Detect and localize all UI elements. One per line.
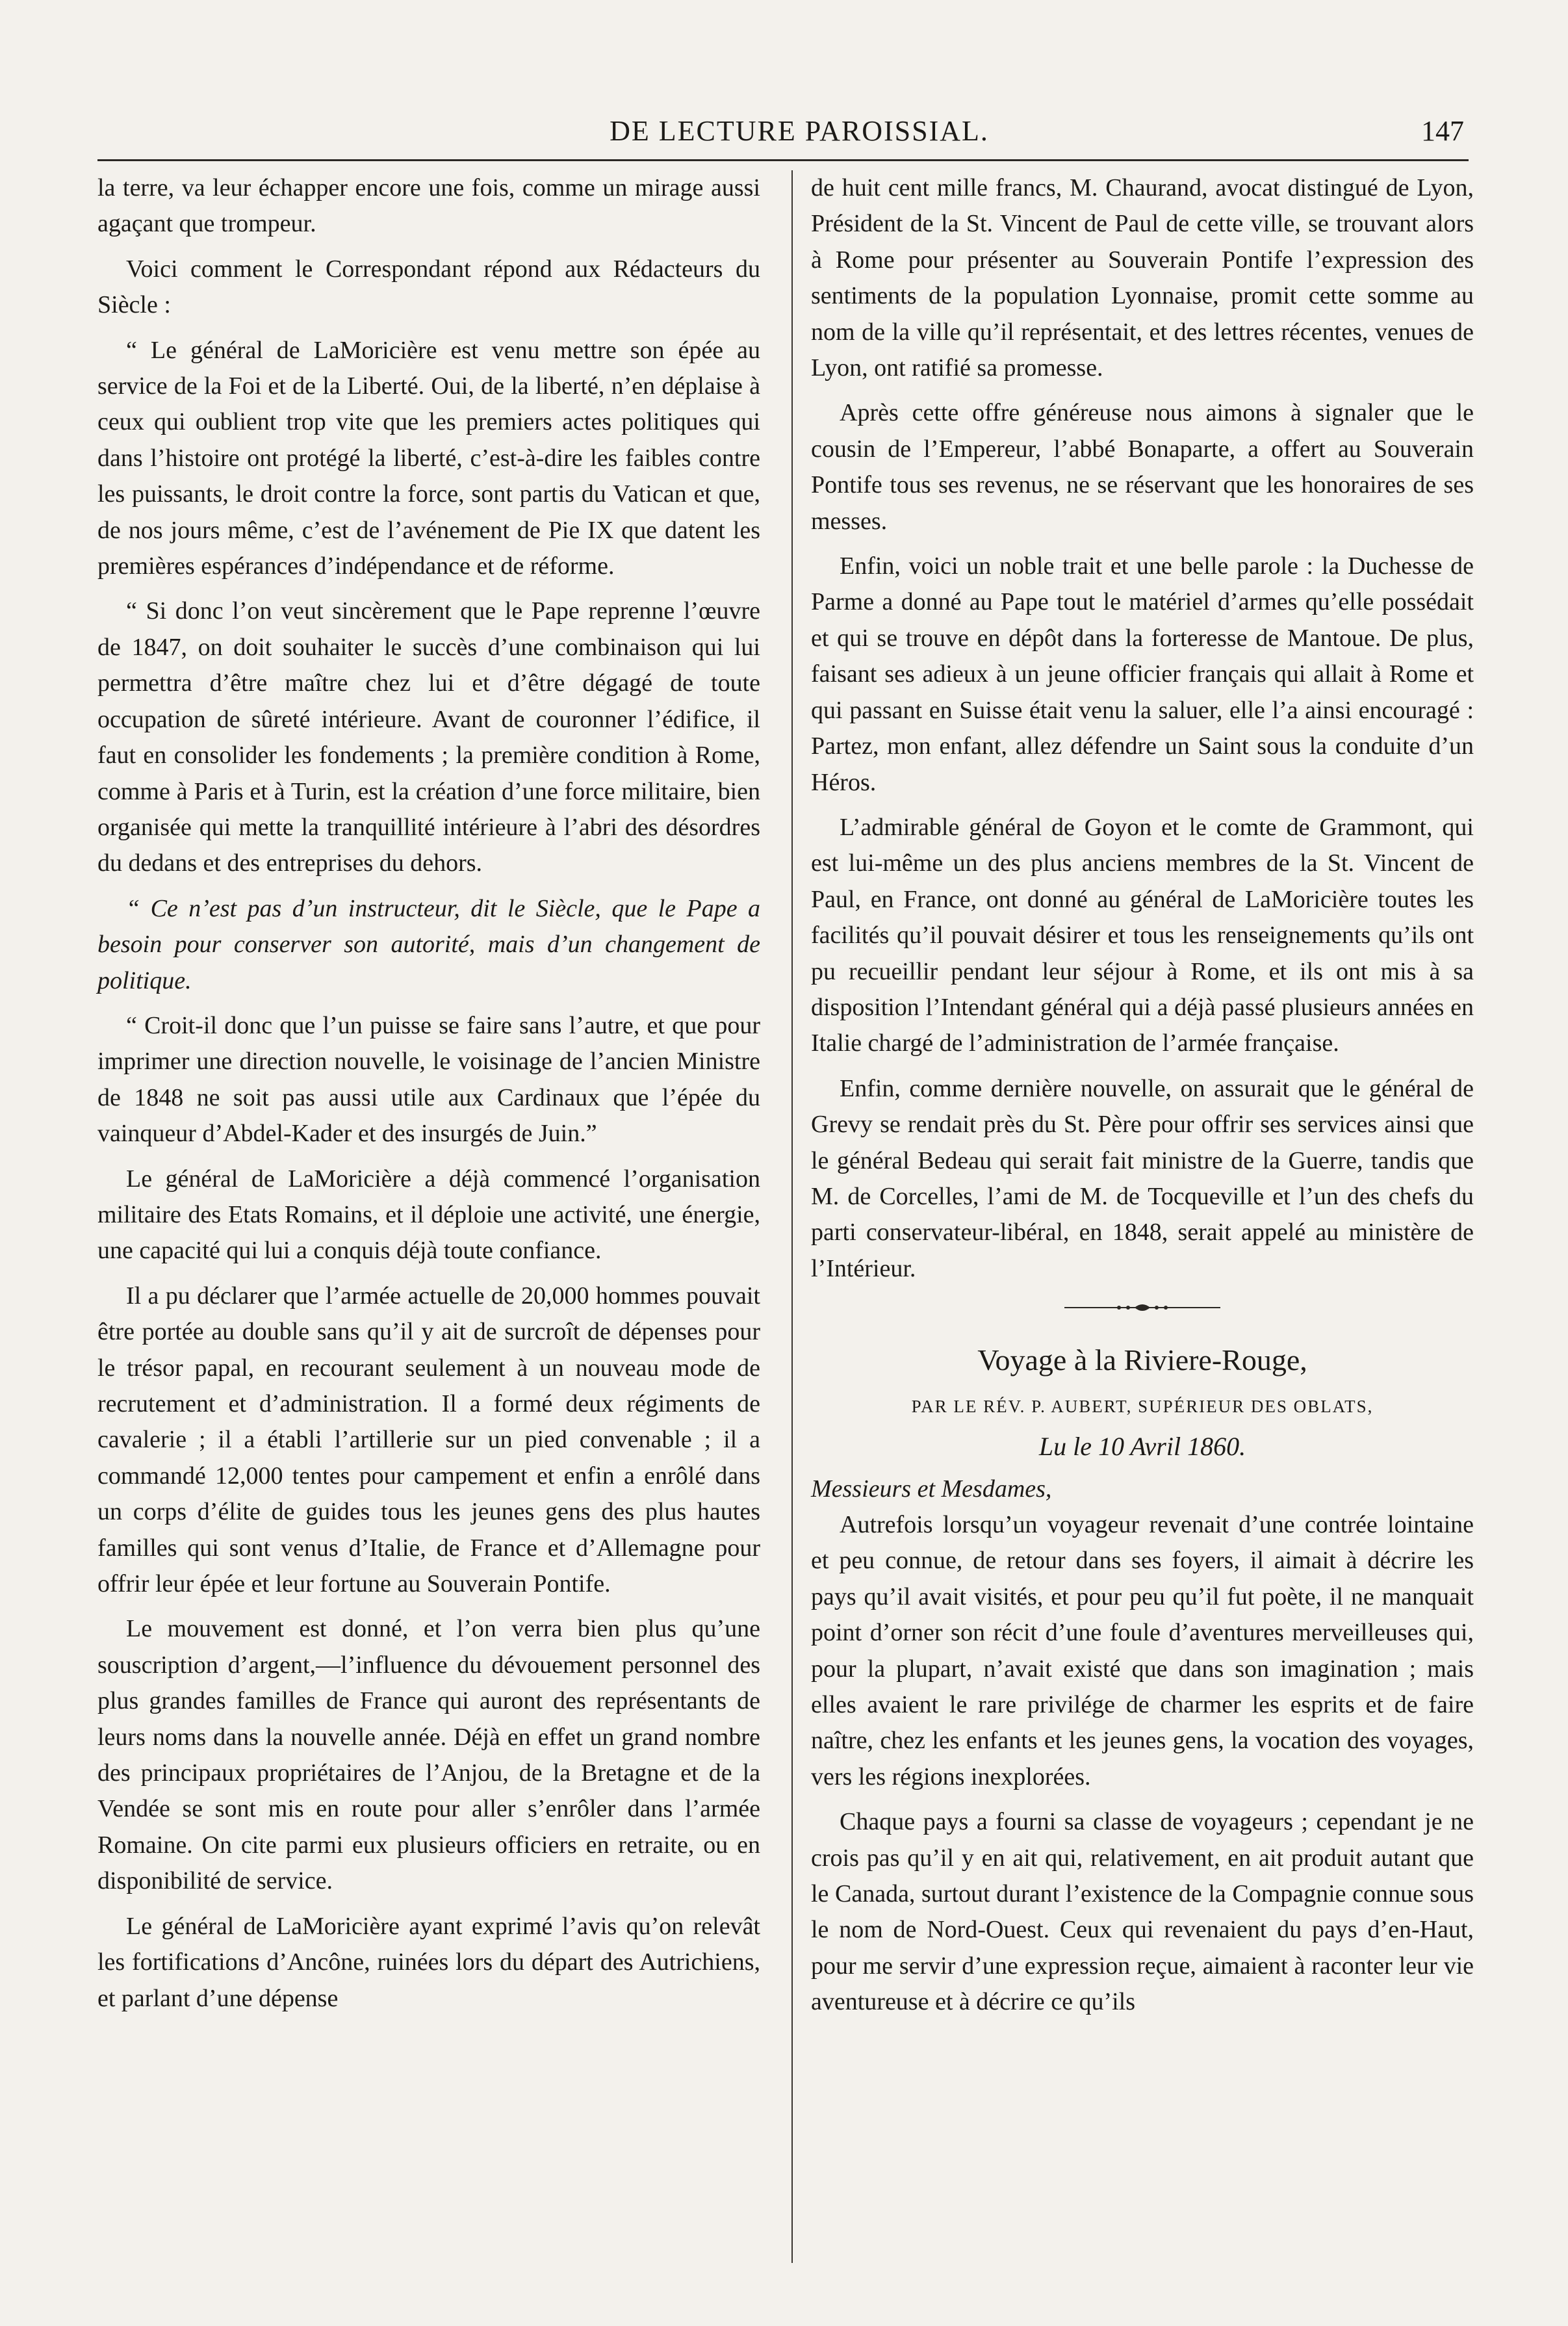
paragraph: Autrefois lorsqu’un voyageur revenait d’une contrée lointaine et peu connue, de retour dans ses foyers, il aimait à décrire les pays qu’il avait visités, et pour peu qu’il fut poète, il ne manquait point d’orner son récit d’une foule d’aventures merveilleuses qui, pour la plupart, n’avait existé que dans son imagination ; mais elles avaient le rare privilége de charmer les esprits et de faire naître, chez les enfants et les jeunes gens, la vocation des voyages, vers les régions inexplorées. bbox=[811, 1511, 1474, 1790]
header-rule bbox=[97, 159, 1469, 161]
paragraph: Enfin, comme dernière nouvelle, on assurait que le général de Grevy se rendait près du St. Père pour offrir ses services ainsi que le général Bedeau qui serait fait ministre de la Guerre, tandis que M. de Corcelles, l’ami de M. de Tocqueville et l’un des chefs du parti conservateur-libéral, en 1848, serait appelé au ministère de l’Intérieur. bbox=[811, 1074, 1474, 1282]
paragraph: Le mouvement est donné, et l’on verra bien plus qu’une souscription d’argent,—l’influence du dévouement personnel des plus grandes familles de France qui auront des représentants de leurs noms dans la nouvelle année. Déjà en effet un grand nombre des principaux propriétaires de l’Anjou, de la Bretagne et de la Vendée se sont mis en route pour aller s’enrôler dans l’armée Romaine. On cite parmi eux plusieurs officiers en retraite, ou en disponibilité de service. bbox=[97, 1615, 760, 1895]
paragraph: Le général de LaMoricière ayant exprimé l’avis qu’on relevât les fortifications d’Ancône, ruinées lors du départ des Autrichiens, et parlant d’une dépense bbox=[97, 1912, 760, 2012]
column-divider bbox=[791, 170, 793, 2263]
ornament-divider-icon bbox=[1064, 1301, 1220, 1314]
article-byline: PAR LE RÉV. P. AUBERT, SUPÉRIEUR DES OBLATS, bbox=[911, 1397, 1374, 1417]
quoted-paragraph: “ Si donc l’on veut sincèrement que le Pape reprenne l’œuvre de 1847, on doit souhaiter le succès d’une combinaison qui lui permettra d’être maître chez lui et d’être dégagé de toute occupation de sûreté intérieure. Avant de couronner l’édifice, il faut en consolider les fondements ; la première condition à Rome, comme à Paris et à Turin, est la création d’une force militaire, bien organisée qui mette la tranquillité intérieure à l’abri des désordres du dedans et des entreprises du dehors. bbox=[97, 597, 760, 877]
left-column bbox=[97, 170, 760, 2026]
paragraph: Il a pu déclarer que l’armée actuelle de 20,000 hommes pouvait être portée au double sans qu’il y ait de surcroît de dépenses pour le trésor papal, en recourant seulement à un nouveau mode de recrutement et d’administration. Il a formé deux régiments de cavalerie ; il a établi l’artillerie sur un pied convenable ; il a commandé 12,000 tentes pour campement et enfin a enrôlé dans un corps d’élite de guides tous les jeunes gens des plus hautes familles qui sont venus d’Italie, de France et d’Allemagne pour offrir leur épée et leur fortune au Souverain Pontife. bbox=[97, 1282, 760, 1598]
right-column bbox=[811, 170, 1474, 2030]
quoted-paragraph: “ Le général de LaMoricière est venu mettre son épée au service de la Foi et de la Liberté. Oui, de la liberté, n’en déplaise à ceux qui oublient trop vite que les premiers actes politiques qui dans l’histoire ont protégé la liberté, c’est-à-dire les faibles contre les puissants, le droit contre la force, sont partis du Vatican et que, de nos jours même, c’est de l’avénement de Pie IX que datent les premières espérances d’indépendance et de réforme. bbox=[97, 336, 760, 580]
paragraph: Enfin, voici un noble trait et une belle parole : la Duchesse de Parme a donné au Pape tout le matériel d’armes qu’elle possédait et qui se trouve en dépôt dans la forteresse de Mantoue. De plus, faisant ses adieux à un jeune officier français qui allait à Rome et qui passant en Suisse était venu la saluer, elle l’a ainsi encouragé : Partez, mon enfant, allez défendre un Saint sous la conduite d’un Héros. bbox=[811, 552, 1474, 796]
paragraph: la terre, va leur échapper encore une fois, comme un mirage aussi agaçant que trompeur. bbox=[97, 174, 760, 238]
article-header bbox=[811, 1301, 1474, 1464]
paragraph: Le général de LaMoricière a déjà commencé l’organisation militaire des Etats Romains, et il déploie une activité, une énergie, une capacité qui lui a conquis déjà toute confiance. bbox=[97, 1165, 760, 1265]
quoted-paragraph: “ Ce n’est pas d’un instructeur, dit le Siècle, que le Pape a besoin pour conserver son autorité, mais d’un changement de politique. bbox=[97, 894, 760, 994]
paragraph: de huit cent mille francs, M. Chaurand, avocat distingué de Lyon, Président de la St. Vincent de Paul de cette ville, se trouvant alors à Rome pour présenter au Souverain Pontife l’expression des sentiments de la population Lyonnaise, promit cette somme au nom de la ville qu’il représentait, et des lettres récentes, venues de Lyon, ont ratifié sa promesse. bbox=[811, 174, 1474, 382]
paragraph: Chaque pays a fourni sa classe de voyageurs ; cependant je ne crois pas qu’il y en ait qui, relativement, en ait produit autant que le Canada, surtout durant l’existence de la Compagnie connue sous le nom de Nord-Ouest. Ceux qui revenaient du pays d’en-Haut, pour me servir d’une expression reçue, aimaient à raconter leur vie aventureuse et à décrire ce qu’ils bbox=[811, 1808, 1474, 2016]
salutation: Messieurs et Mesdames, bbox=[811, 1475, 1052, 1503]
article-title: Voyage à la Riviere-Rouge, bbox=[977, 1343, 1307, 1377]
paragraph: Voici comment le Correspondant répond aux Rédacteurs du Siècle : bbox=[97, 255, 760, 319]
page-number: 147 bbox=[1421, 115, 1464, 147]
quoted-paragraph: “ Croit-il donc que l’un puisse se faire sans l’autre, et que pour imprimer une direction nouvelle, le voisinage de l’ancien Ministre de 1848 ne soit pas aussi utile aux Cardinaux que l’épée du vainqueur d’Abdel-Kader et des insurgés de Juin.” bbox=[97, 1011, 760, 1148]
article-date: Lu le 10 Avril 1860. bbox=[1038, 1432, 1246, 1462]
running-title: DE LECTURE PAROISSIAL. bbox=[610, 115, 989, 147]
paragraph: Après cette offre généreuse nous aimons à signaler que le cousin de l’Empereur, l’abbé Bonaparte, a offert au Souverain Pontife tous ses revenus, ne se réservant que les honoraires de ses messes. bbox=[811, 399, 1474, 535]
paragraph: L’admirable général de Goyon et le comte de Grammont, qui est lui-même un des plus anciens membres de la St. Vincent de Paul, en France, ont donné au général de LaMoricière toutes les facilités qu’il pouvait désirer et tous les renseignements qu’ils ont pu recueillir pendant leur séjour à Rome, et ils ont mis à sa disposition l’Intendant général qui a déjà passé plusieurs années en Italie chargé de l’administration de l’armée française. bbox=[811, 813, 1474, 1057]
